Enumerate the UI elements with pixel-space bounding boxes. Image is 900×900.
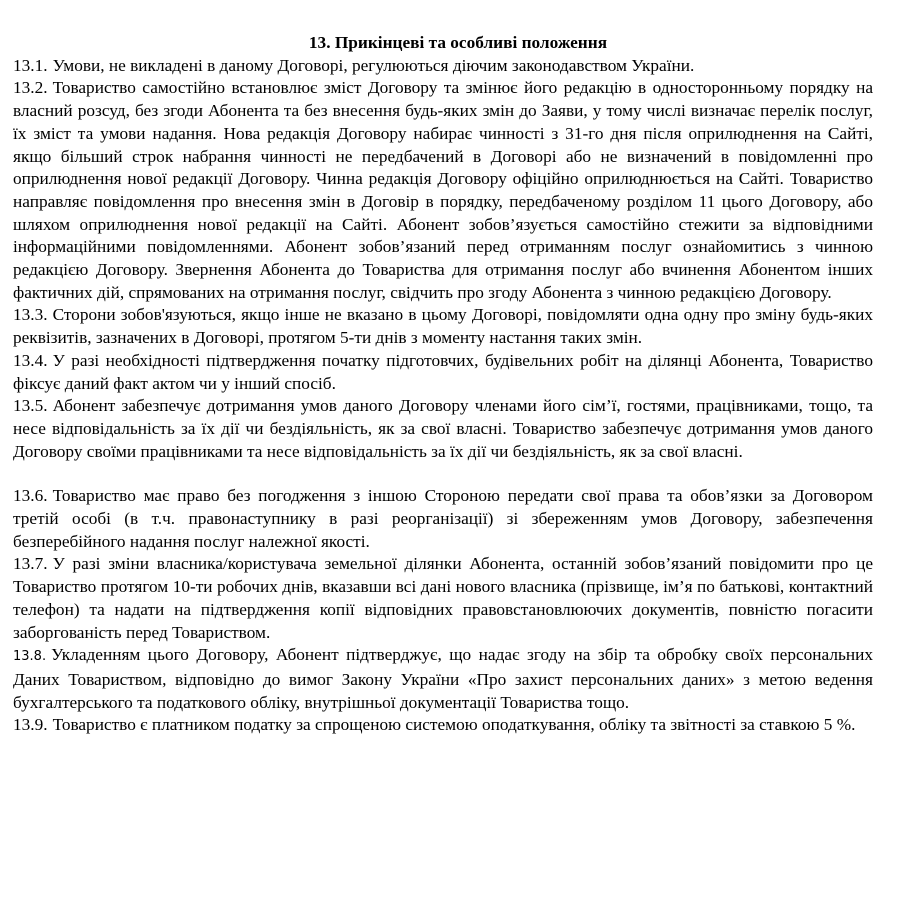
clause-13-2 bbox=[13, 77, 873, 304]
clause-number: 13.8. bbox=[13, 649, 47, 665]
clause-number: 13.9. bbox=[13, 715, 48, 735]
clause-13-4 bbox=[13, 350, 873, 395]
clause-text: Абонент забезпечує дотримання умов даного Договору членами його сім’ї, гостями, працівниками, тощо, та несе відповідальність за їх дії чи бездіяльність, як за свої власні. Товариство забезпечує дотримання умов даного Договору своїми працівниками та несе відповідальність за їх дії чи бездіяльність, як за свої власні. bbox=[13, 396, 873, 461]
clause-text: Товариство є платником податку за спрощеною системою оподаткування, обліку та звітності за ставкою 5 %. bbox=[52, 715, 856, 735]
clause-13-5 bbox=[13, 395, 873, 463]
document-page bbox=[13, 32, 873, 737]
clause-number: 13.5. bbox=[13, 396, 48, 416]
clause-number: 13.1. bbox=[13, 55, 48, 75]
clause-13-6 bbox=[13, 485, 873, 553]
clause-13-3 bbox=[13, 304, 873, 349]
clause-text: Сторони зобов'язуються, якщо інше не вказано в цьому Договорі, повідомляти одна одну про зміну будь-яких реквізитів, зазначених в Договорі, протягом 5-ти днів з моменту настання таких змін. bbox=[13, 305, 873, 348]
clause-13-8 bbox=[13, 644, 873, 714]
clause-13-1 bbox=[13, 55, 873, 78]
clause-number: 13.7. bbox=[13, 554, 48, 574]
clause-text: У разі зміни власника/користувача земельної ділянки Абонента, останній зобов’язаний повідомити про це Товариство протягом 10-ти робочих днів, вказавши всі дані нового власника (прізвище, ім’я по батькові, контактний телефон) та надати на підтвердження копії відповідних правовстановлюючих документів, повністю погасити заборгованість перед Товариством. bbox=[13, 554, 873, 642]
clause-text: Товариство самостійно встановлює зміст Договору та змінює його редакцію в односторонньому порядку на власний розсуд, без згоди Абонента та без внесення будь-яких змін до Заяви, у тому числі визначає перелік послуг, їх зміст та умови надання. Нова редакція Договору набирає чинності з 31-го дня після оприлюднення на Сайті, якщо більший строк набрання чинності не передбачений в Договорі або не визначений в повідомленні про оприлюднення нової редакції Договору. Чинна редакція Договору офіційно оприлюднюється на Сайті. Товариство направляє повідомлення про внесення змін в Договір в порядку, передбаченому розділом 11 цього Договору, або шляхом оприлюднення нової редакції на Сайті. Абонент зобов’язується самостійно стежити за відповідними інформаційними повідомленнями. Абонент зобов’язаний перед отриманням послуг ознайомитись з чинною редакцією Договору. Звернення Абонента до Товариства для отримання послуг або вчинення Абонентом інших фактичних дій, спрямованих на отримання послуг, свідчить про згоду Абонента з чинною редакцією Договору. bbox=[13, 78, 873, 302]
clause-text: Товариство має право без погодження з іншою Стороною передати свої права та обов’язки за Договором третій особі (в т.ч. правонаступнику в разі реорганізації) зі збереженням умов Договору, забезпечення безперебійного надання послуг належної якості. bbox=[13, 486, 873, 551]
blank-line bbox=[13, 463, 873, 485]
clause-number: 13.2. bbox=[13, 78, 48, 98]
section-title: 13. Прикінцеві та особливі положення bbox=[308, 33, 608, 52]
clause-text: Укладенням цього Договору, Абонент підтверджує, що надає згоду на збір та обробку своїх персональних Даних Товариством, відповідно до вимог Закону України «Про захист персональних даних» з метою ведення бухгалтерського та податкового обліку, внутрішньої документації Товариства тощо. bbox=[13, 645, 873, 712]
clause-number: 13.4. bbox=[13, 350, 48, 370]
clause-text: Умови, не викладені в даному Договорі, регулюються діючим законодавством України. bbox=[52, 55, 695, 75]
clause-number: 13.3. bbox=[13, 305, 48, 325]
clause-13-9 bbox=[13, 714, 873, 737]
clause-text: У разі необхідності підтвердження початку підготовчих, будівельних робіт на ділянці Абонента, Товариство фіксує даний факт актом чи у інший спосіб. bbox=[13, 350, 873, 393]
clause-13-7 bbox=[13, 553, 873, 644]
clause-number: 13.6. bbox=[13, 486, 48, 506]
